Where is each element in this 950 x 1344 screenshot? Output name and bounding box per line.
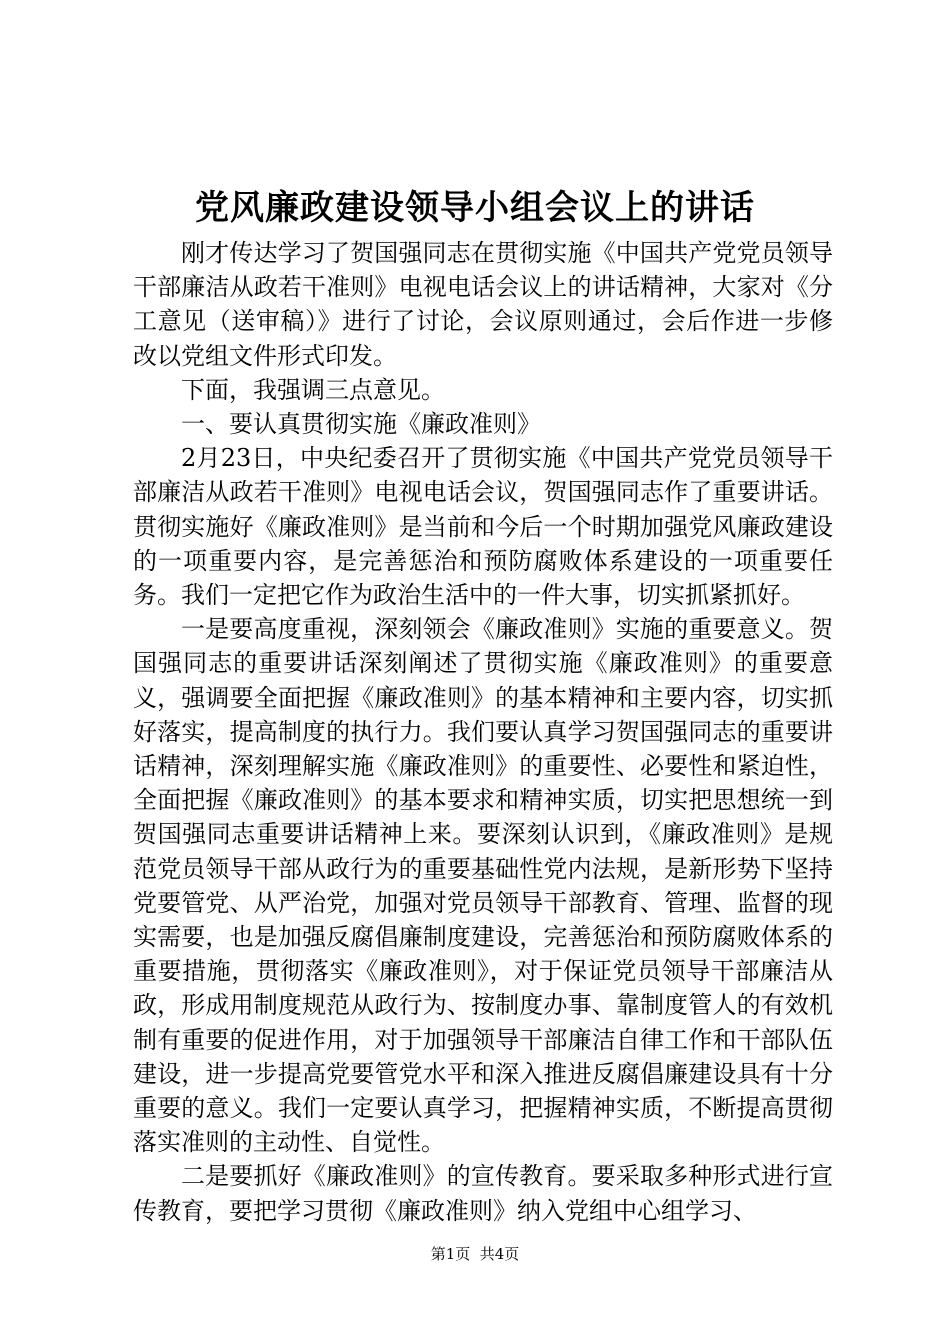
paragraph: 一是要高度重视，深刻领会《廉政准则》实施的重要意义。贺国强同志的重要讲话深刻阐述了贯彻实施《廉政准则》的重要意义，强调要全面把握《廉政准则》的基本精神和主要内容，切实抓好落实，提高制度的执行力。我们要认真学习贺国强同志的重要讲话精神，深刻理解实施《廉政准则》的重要性、必要性和紧迫性，全面把握《廉政准则》的基本要求和精神实质，切实把思想统一到贺国强同志重要讲话精神上来。要深刻认识到，《廉政准则》是规范党员领导干部从政行为的重要基础性党内法规，是新形势下坚持党要管党、从严治党，加强对党员领导干部教育、管理、监督的现实需要，也是加强反腐倡廉制度建设，完善惩治和预防腐败体系的重要措施，贯彻落实《廉政准则》，对于保证党员领导干部廉洁从政，形成用制度规范从政行为、按制度办事、靠制度管人的有效机制有重要的促进作用，对于加强领导干部廉洁自律工作和干部队伍建设，进一步提高党要管党水平和深入推进反腐倡廉建设具有十分重要的意义。我们一定要认真学习，把握精神实质，不断提高贯彻落实准则的主动性、自觉性。 bbox=[133, 615, 833, 1157]
paragraph: 二是要抓好《廉政准则》的宣传教育。要采取多种形式进行宣传教育，要把学习贯彻《廉政准则》纳入党组中心组学习、 bbox=[133, 1162, 833, 1225]
document-body bbox=[133, 236, 833, 1228]
paragraph: 下面，我强调三点意见。 bbox=[181, 375, 445, 404]
document-title: 党风廉政建设领导小组会议上的讲话 bbox=[195, 188, 755, 228]
section-heading: 一、要认真贯彻实施《廉政准则》 bbox=[181, 410, 541, 439]
paragraph: 刚才传达学习了贺国强同志在贯彻实施《中国共产党党员领导干部廉洁从政若干准则》电视电话会议上的讲话精神，大家对《分工意见（送审稿）》进行了讨论，会议原则通过，会后作进一步修改以党组文件形式印发。 bbox=[133, 239, 833, 370]
paragraph: 2月23日，中央纪委召开了贯彻实施《中国共产党党员领导干部廉洁从政若干准则》电视电话会议，贺国强同志作了重要讲话。贯彻实施好《廉政准则》是当前和今后一个时期加强党风廉政建设的一项重要内容，是完善惩治和预防腐败体系建设的一项重要任务。我们一定把它作为政治生活中的一件大事，切实抓紧抓好。 bbox=[133, 444, 833, 610]
page-number-footer: 第1页 共4页 bbox=[430, 1245, 520, 1263]
